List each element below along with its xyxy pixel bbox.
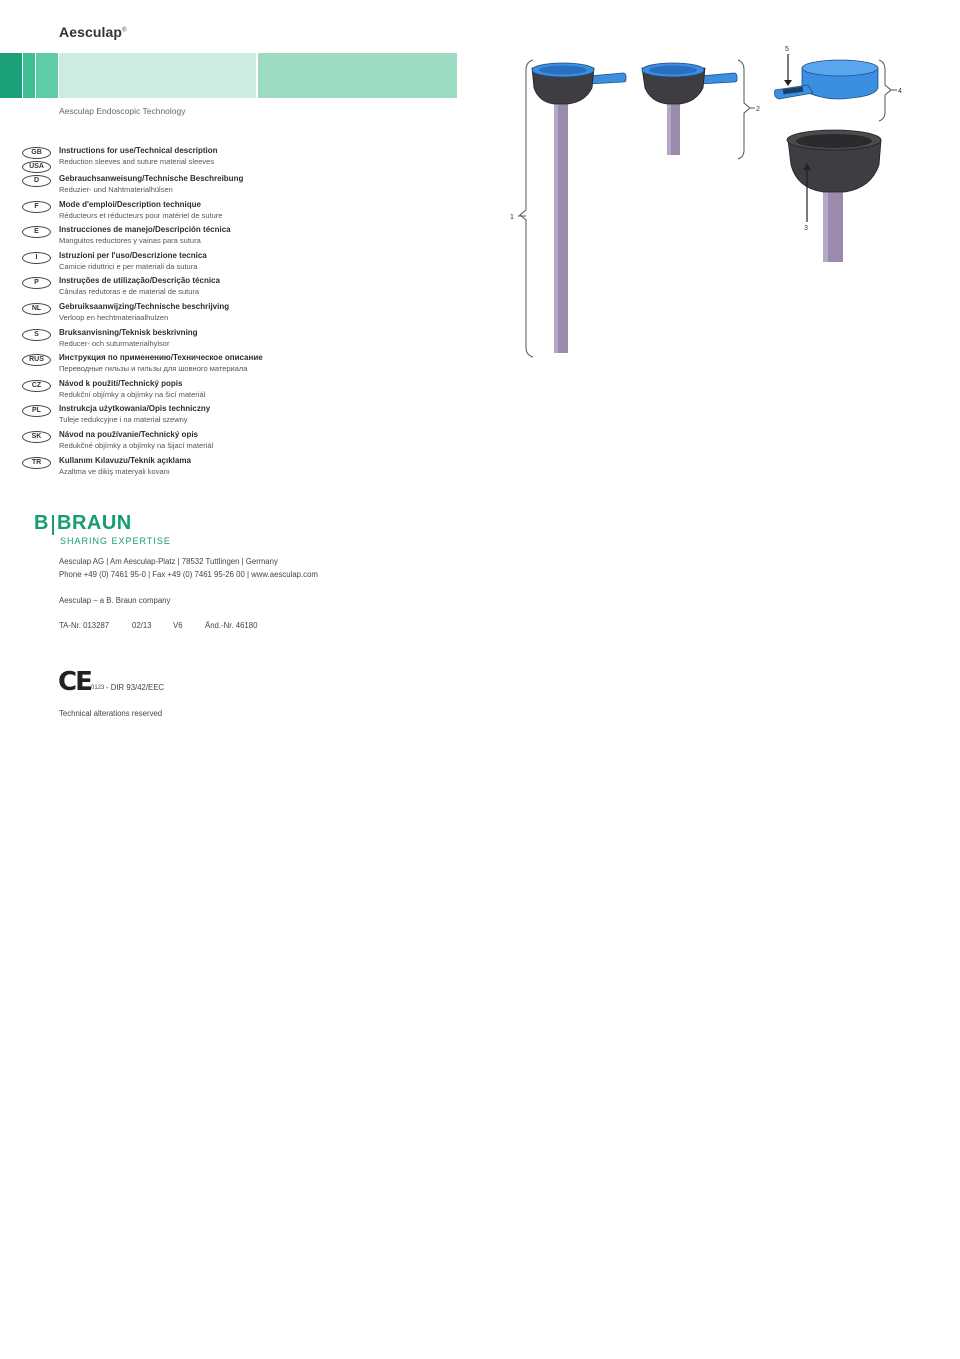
language-subtitle: Redukční objímky a objímky na šicí materiál: [59, 389, 206, 399]
language-title: Gebrauchsanweisung/Technische Beschreibung: [59, 174, 244, 183]
technical-alterations-note: Technical alterations reserved: [59, 709, 163, 718]
language-subtitle: Cânulas redutoras e de material de sutura: [59, 287, 200, 297]
brand-name: [59, 24, 127, 40]
language-title: Mode d'emploi/Description technique: [59, 199, 201, 209]
language-item-sk: [22, 430, 322, 456]
language-item-nl: [22, 302, 322, 328]
doc-date: 02/13: [132, 621, 152, 630]
company-address: Aesculap AG | Am Aesculap-Platz | 78532 Tuttlingen | Germany: [59, 557, 278, 566]
callout-3: 3: [804, 225, 808, 232]
language-badge: E: [22, 226, 51, 238]
bracket-1: [520, 60, 533, 357]
language-subtitle: Réducteurs et réducteurs pour matériel de suture: [59, 210, 223, 220]
callout-2: 2: [756, 106, 760, 113]
sleeve-handle-short: [700, 73, 737, 84]
sleeve-handle-long: [589, 73, 626, 84]
language-title: Instrukcja użytkowania/Opis techniczny: [59, 404, 211, 414]
language-item-e: [22, 225, 322, 251]
language-item-rus: [22, 353, 322, 379]
language-title: Инструкция по применению/Техническое описание: [59, 353, 263, 363]
language-title: Istruzioni per l'uso/Descrizione tecnica: [59, 250, 207, 260]
logo-b: B: [34, 512, 50, 534]
language-subtitle: Manguitos reductores y vainas para sutura: [59, 236, 201, 246]
language-subtitle: Reducer- och suturmaterialhylsor: [59, 338, 170, 348]
color-band-dark: [0, 53, 22, 98]
language-subtitle: Reduzier- und Nahtmaterialhülsen: [59, 185, 173, 194]
product-figure: [505, 40, 915, 370]
logo-word: BRAUN: [57, 512, 132, 534]
doc-version: V6: [173, 621, 183, 630]
language-item-gb: [22, 146, 322, 166]
language-badge: CZ: [22, 380, 51, 392]
language-title: Kullanım Kılavuzu/Teknik açıklama: [59, 455, 191, 465]
bracket-4: [879, 60, 891, 121]
language-item-p: [22, 276, 322, 302]
language-list: [22, 146, 322, 481]
callout-4: 4: [898, 88, 902, 95]
language-title: Gebruiksaanwijzing/Technische beschrijving: [59, 301, 230, 311]
language-item-f: [22, 200, 322, 226]
color-band-light: [59, 53, 256, 98]
language-title: Návod na používanie/Technický opis: [59, 429, 198, 439]
language-subtitle: Reduction sleeves and suture material sleeves: [59, 157, 215, 166]
language-badge: SK: [22, 431, 51, 443]
language-subtitle: Redukčné objímky a objímky na šijací materiál: [59, 440, 214, 450]
language-subtitle: Azaltma ve dikiş materyali kovanı: [59, 466, 170, 476]
language-item-i: [22, 251, 322, 277]
ce-directive: - DIR 93/42/EEC: [106, 683, 165, 692]
language-subtitle: Переводные гильзы и гильзы для шовного материала: [59, 364, 248, 374]
language-title: Instruções de utilização/Descrição técnica: [59, 276, 220, 286]
notified-body-number: 0123: [91, 685, 105, 691]
language-subtitle: Tuleje redukcyjne i na materiał szewny: [59, 415, 188, 425]
language-badge: USA: [22, 161, 51, 173]
language-badge: P: [22, 277, 51, 289]
bracket-2: [738, 60, 750, 159]
language-item-usa: [22, 160, 322, 174]
registered-mark: ®: [122, 27, 127, 34]
language-badge: F: [22, 201, 51, 213]
language-title: Instrucciones de manejo/Descripción técnica: [59, 225, 231, 235]
doc-number: TA-Nr. 013287: [59, 621, 110, 630]
language-badge: PL: [22, 405, 51, 417]
language-item-s: [22, 328, 322, 354]
seal-cap-top: [802, 60, 878, 76]
language-subtitle: Camicie riduttrici e per materiali da sutura: [59, 261, 198, 271]
language-badge: TR: [22, 457, 51, 469]
language-title: Bruksanvisning/Teknisk beskrivning: [59, 327, 198, 337]
language-item-pl: [22, 404, 322, 430]
language-badge: I: [22, 252, 51, 264]
language-title: Návod k použití/Technický popis: [59, 378, 183, 388]
change-number: Änd.-Nr. 46180: [205, 621, 258, 630]
language-badge: D: [22, 175, 51, 187]
company-group: Aesculap – a B. Braun company: [59, 596, 171, 605]
language-badge: S: [22, 329, 51, 341]
language-subtitle: Verloop en hechtmateriaalhulzen: [59, 312, 169, 322]
color-band-pale: [258, 53, 457, 98]
logo-separator: [52, 515, 54, 535]
language-badge: RUS: [22, 354, 51, 366]
language-item-d: [22, 174, 322, 200]
product-line: Aesculap Endoscopic Technology: [59, 106, 186, 116]
language-badge: NL: [22, 303, 51, 315]
color-band-mid: [23, 53, 35, 98]
language-item-cz: [22, 379, 322, 405]
callout-1: 1: [510, 214, 514, 221]
language-badge: GB: [22, 147, 51, 159]
language-item-tr: [22, 456, 322, 482]
language-title: Instructions for use/Technical description: [59, 146, 218, 155]
callout-5: 5: [785, 46, 789, 53]
color-band-mid2: [36, 53, 58, 98]
logo-tagline: SHARING EXPERTISE: [60, 536, 171, 546]
brand-text: Aesculap: [59, 24, 123, 40]
ce-mark: CE: [58, 667, 91, 697]
company-contact: Phone +49 (0) 7461 95-0 | Fax +49 (0) 7461 95-26 00 | www.aesculap.com: [59, 570, 318, 579]
